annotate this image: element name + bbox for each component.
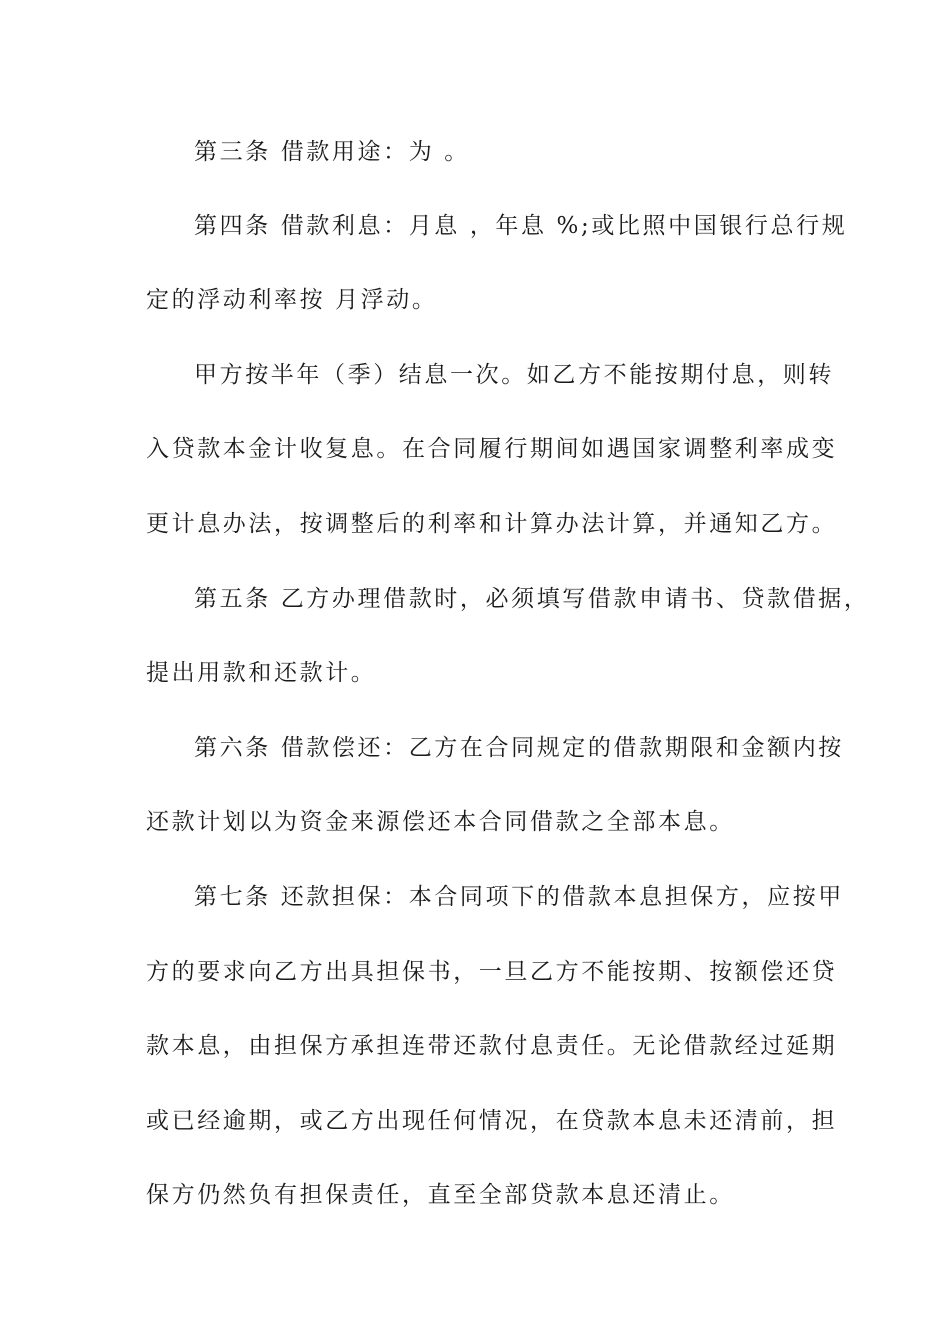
article-6-line-1: 第六条 借款偿还：乙方在合同规定的借款期限和金额内按 [194,735,844,761]
article-7-line-4: 或已经逾期，或乙方出现任何情况，在贷款本息未还清前，担 [146,1108,838,1134]
article-6-line-2: 还款计划以为资金来源偿还本合同借款之全部本息。 [146,809,735,835]
article-5-line-2: 提出用款和还款计。 [146,660,377,686]
interest-paragraph-line-2: 入贷款本金计收复息。在合同履行期间如遇国家调整利率成变 [146,436,838,462]
article-7-line-3: 款本息，由担保方承担连带还款付息责任。无论借款经过延期 [146,1033,838,1059]
article-4-line-2: 定的浮动利率按 月浮动。 [146,287,438,313]
interest-paragraph-line-3: 更计息办法，按调整后的利率和计算办法计算，并通知乙方。 [146,511,838,537]
article-4-line-1: 第四条 借款利息：月息 ，年息 %;或比照中国银行总行规 [194,213,848,239]
article-3-line-1: 第三条 借款用途：为 。 [194,139,470,165]
interest-paragraph-line-1: 甲方按半年（季）结息一次。如乙方不能按期付息，则转 [194,362,834,388]
article-7-line-1: 第七条 还款担保：本合同项下的借款本息担保方，应按甲 [194,884,844,910]
article-5-line-1: 第五条 乙方办理借款时，必须填写借款申请书、贷款借据， [194,586,870,612]
article-7-line-5: 保方仍然负有担保责任，直至全部贷款本息还清止。 [146,1182,735,1208]
article-7-line-2: 方的要求向乙方出具担保书，一旦乙方不能按期、按额偿还贷 [146,959,838,985]
